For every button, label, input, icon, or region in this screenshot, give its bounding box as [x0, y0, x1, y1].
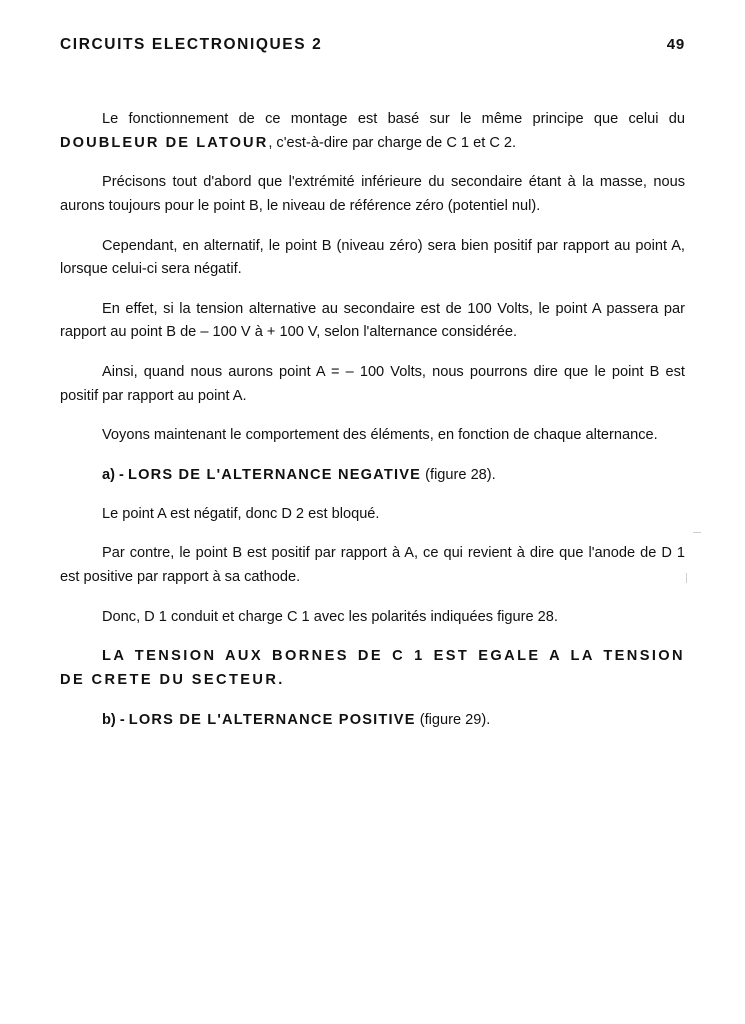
text-run: Précisons tout d'abord que l'extrémité inférieure du secondaire étant à la masse, nous aurons toujours pour le point B, le niveau de référence zéro (potentiel nul). [60, 174, 685, 214]
header-title: CIRCUITS ELECTRONIQUES 2 [60, 36, 323, 53]
section-figure-ref: (figure 29). [415, 711, 491, 728]
paragraph-5 [60, 361, 685, 408]
text-run: Le point A est négatif, donc D 2 est bloqué. [102, 505, 380, 522]
page-header [60, 36, 685, 54]
scan-artifact-dash [693, 532, 701, 533]
text-run: En effet, si la tension alternative au secondaire est de 100 Volts, le point A passera par rapport au point B de – 100 V à + 100 V, selon l'alternance considérée. [60, 300, 685, 341]
paragraph-3 [60, 235, 685, 282]
paragraph-9 [60, 542, 685, 589]
section-marker: a) - [102, 467, 128, 484]
text-run: Cependant, en alternatif, le point B (niveau zéro) sera bien positif par rapport au point A, lorsque celui-ci sera négatif. [60, 237, 685, 278]
emphasis-statement [60, 645, 685, 692]
text-run: Par contre, le point B est positif par rapport à A, ce qui revient à dire que l'anode de D 1 est positive par rapport à sa cathode. [60, 545, 685, 585]
text-run: Voyons maintenant le comportement des éléments, en fonction de chaque alternance. [102, 427, 658, 444]
text-run: Le fonctionnement de ce montage est basé sur le même principe que celui du [102, 111, 685, 127]
scan-artifact-tick [686, 573, 687, 583]
paragraph-6 [60, 424, 685, 448]
paragraph-2 [60, 171, 685, 218]
section-figure-ref: (figure 28). [421, 467, 496, 484]
section-title: LORS DE L'ALTERNANCE NEGATIVE [127, 467, 422, 484]
section-heading-a [60, 464, 685, 488]
document-body [60, 108, 685, 732]
text-run: Donc, D 1 conduit et charge C 1 avec les polarités indiquées figure 28. [102, 608, 558, 625]
text-run: Ainsi, quand nous aurons point A = – 100 Volts, nous pourrons dire que le point B est positif par rapport au point A. [60, 364, 685, 404]
text-run: , c'est-à-dire par charge de C 1 et C 2. [268, 134, 517, 151]
text-run: LA TENSION AUX BORNES DE C 1 EST EGALE A LA TENSION DE CRETE DU SECTEUR. [60, 648, 685, 688]
section-heading-b [60, 709, 685, 733]
paragraph-4 [60, 298, 685, 345]
paragraph-8 [60, 503, 685, 527]
paragraph-1 [60, 108, 685, 155]
section-marker: b) - [102, 711, 129, 728]
section-title: LORS DE L'ALTERNANCE POSITIVE [128, 711, 416, 728]
text-run-emphasis: DOUBLEUR DE LATOUR [60, 134, 269, 151]
paragraph-10 [60, 606, 685, 630]
page-number: 49 [666, 36, 685, 53]
